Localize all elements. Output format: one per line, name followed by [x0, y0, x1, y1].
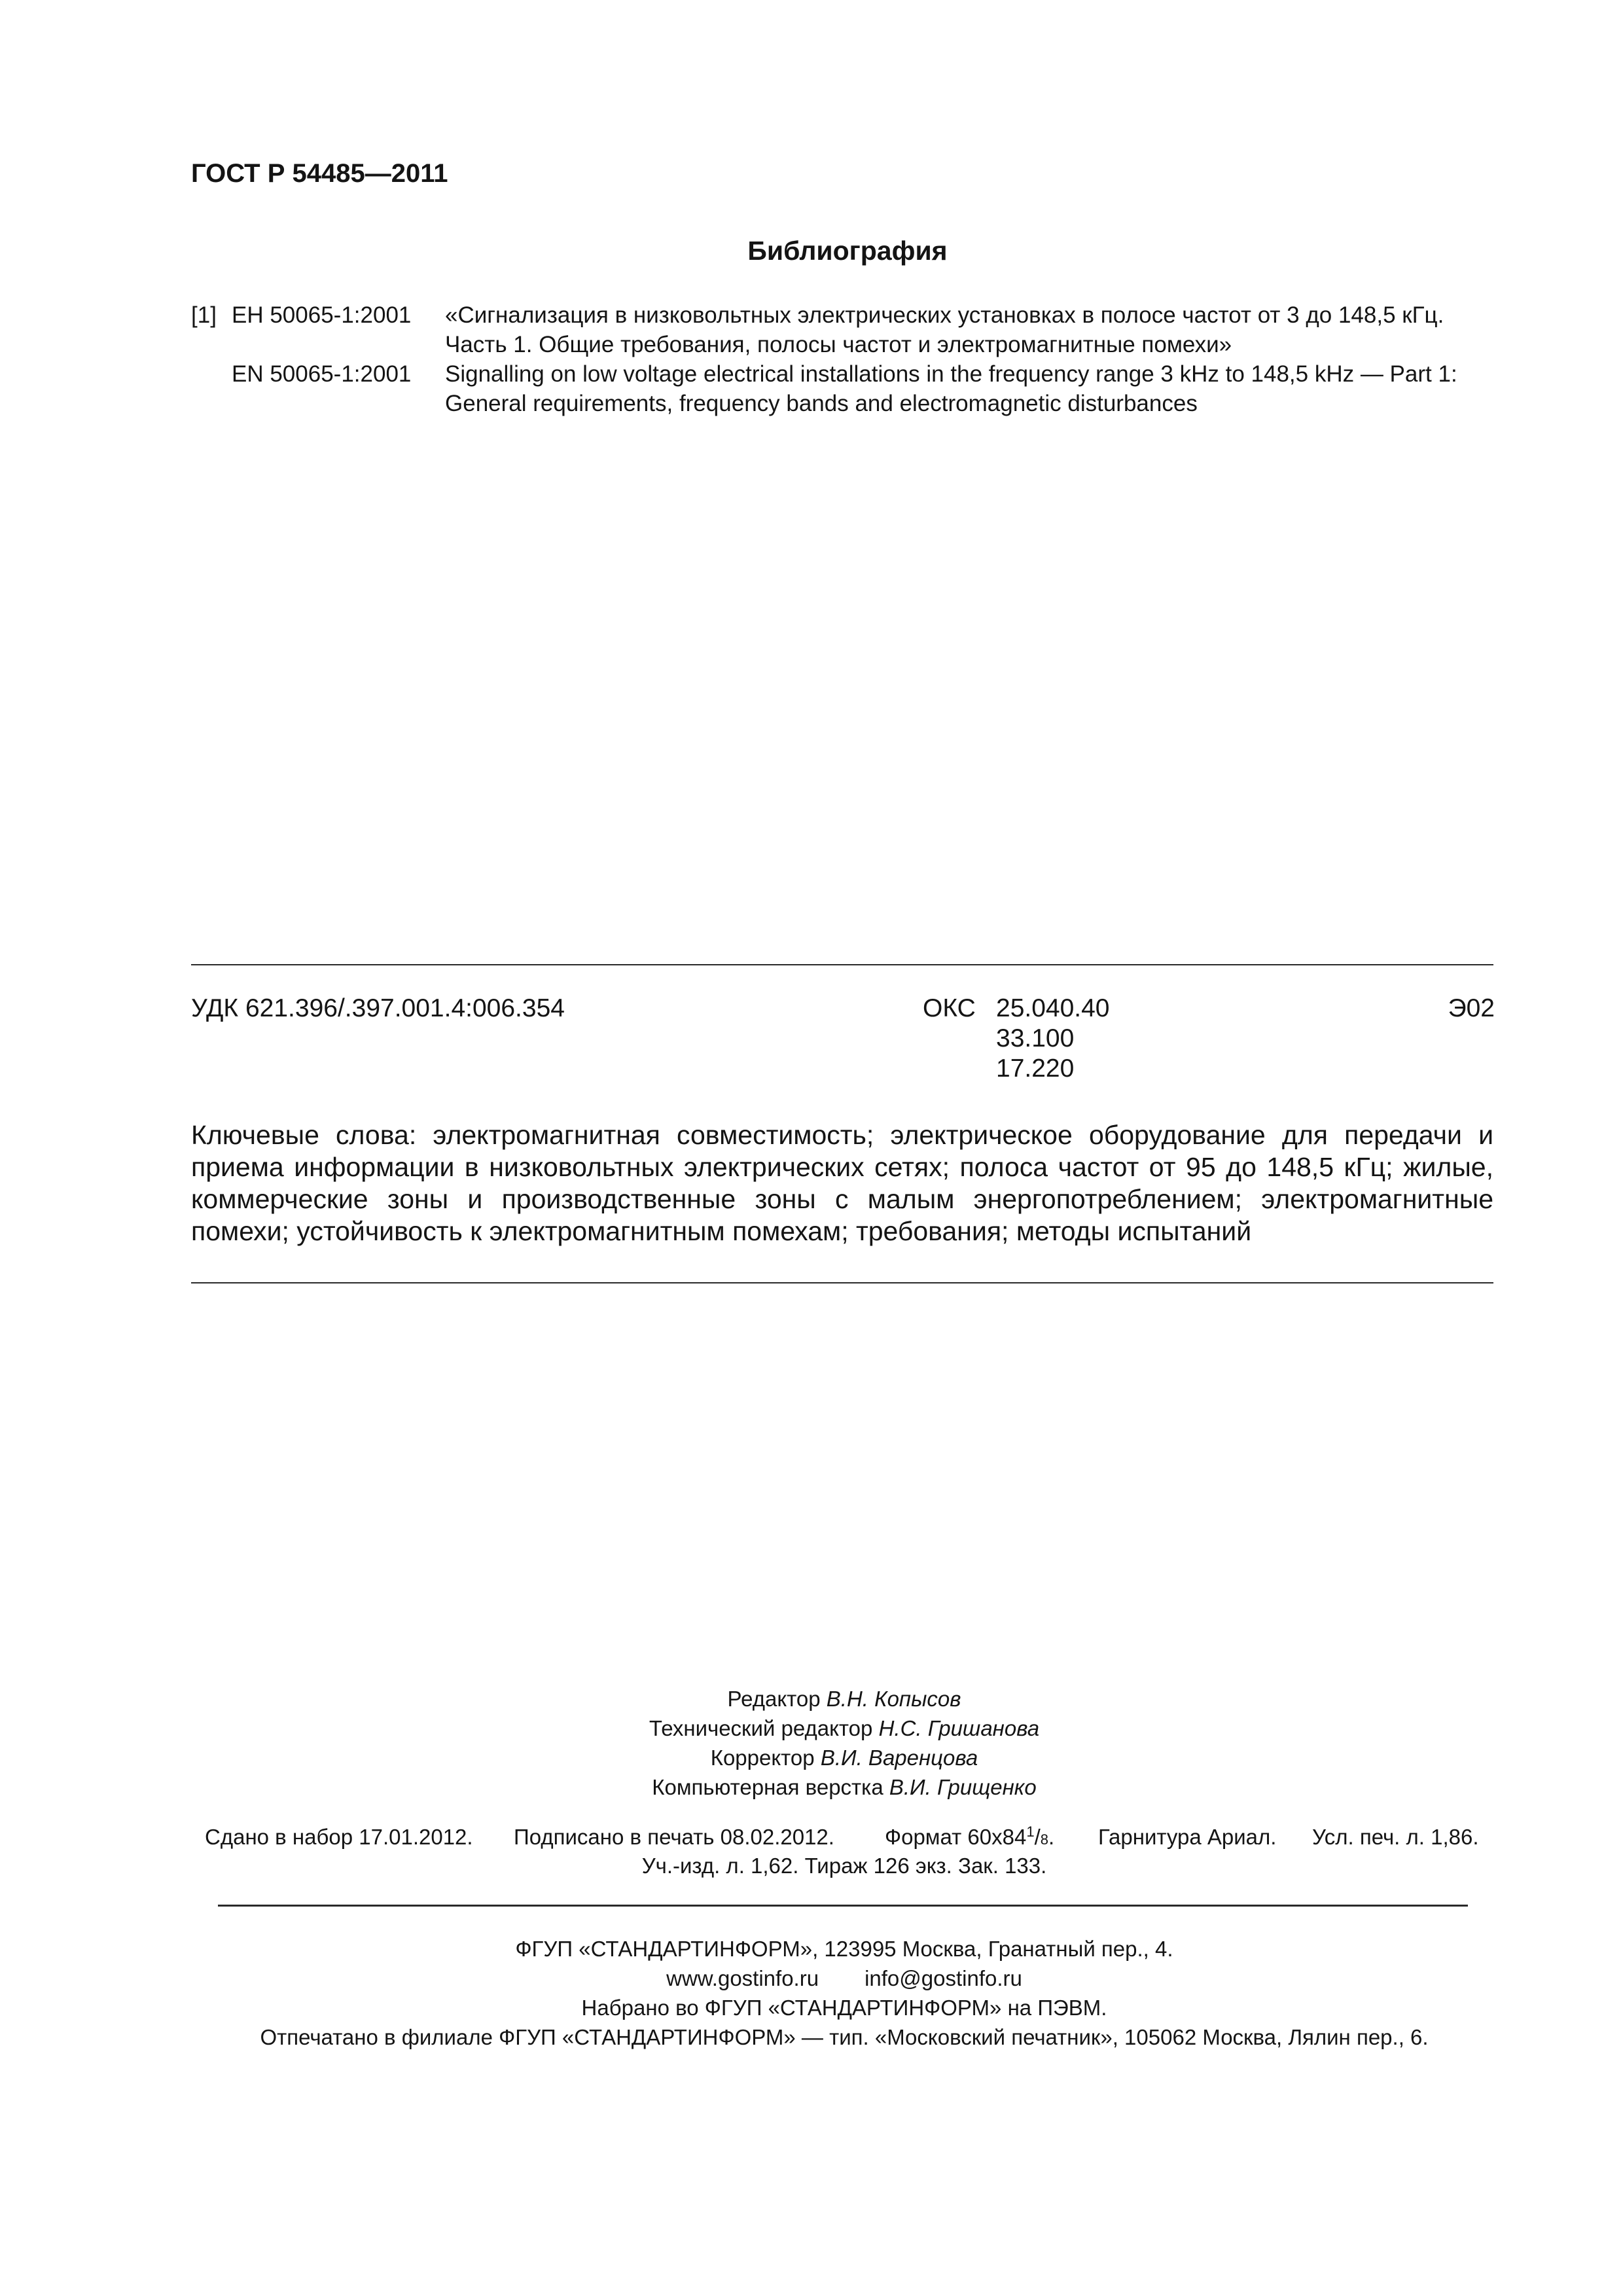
- credit-name: В.Н. Копысов: [826, 1687, 961, 1711]
- print-font: Гарнитура Ариал.: [1098, 1825, 1277, 1849]
- credit-role: Технический редактор: [649, 1716, 873, 1740]
- credit-line: [0, 1743, 1623, 1772]
- bib-item-number: [1]: [191, 302, 217, 328]
- bib-item-code-en: EN 50065-1:2001: [232, 361, 412, 387]
- credit-role: Редактор: [727, 1687, 821, 1711]
- publisher-printed: Отпечатано в филиале ФГУП «СТАНДАРТИНФОРМ» — тип. «Московский печатник», 105062 Москва, Лялин пер., 6.: [260, 2025, 1429, 2049]
- bib-item-title-ru-line-2: Часть 1. Общие требования, полосы частот и электромагнитные помехи»: [445, 332, 1232, 357]
- print-format: [885, 1823, 1054, 1854]
- format-sub: 8: [1040, 1831, 1048, 1848]
- divider-bottom: [218, 1905, 1468, 1907]
- publisher-typeset: Набрано во ФГУП «СТАНДАРТИНФОРМ» на ПЭВМ.: [581, 1996, 1107, 2020]
- credit-name: В.И. Варенцова: [820, 1746, 978, 1770]
- format-suffix: .: [1048, 1825, 1055, 1849]
- bib-item-code-ru: ЕН 50065-1:2001: [232, 302, 412, 328]
- divider-middle: [191, 1282, 1493, 1283]
- bib-item-title-en-line-2: General requirements, frequency bands and electromagnetic disturbances: [445, 391, 1198, 416]
- publisher-info: [0, 1934, 1623, 2052]
- publisher-website: www.gostinfo.ru: [666, 1966, 819, 1990]
- credit-role: Компьютерная верстка: [652, 1775, 883, 1799]
- bib-item-title-en-line-1: Signalling on low voltage electrical installations in the frequency range 3 kHz to 148,5 kHz — Part 1:: [445, 361, 1457, 387]
- oks-label: ОКС: [923, 994, 976, 1022]
- credits: [0, 1684, 1623, 1802]
- format-prefix: Формат 60х84: [885, 1825, 1027, 1849]
- print-submitted: Сдано в набор 17.01.2012.: [205, 1825, 473, 1849]
- classification-code-e: Э02: [1448, 994, 1495, 1022]
- credit-line: [0, 1684, 1623, 1713]
- publisher-address: ФГУП «СТАНДАРТИНФОРМ», 123995 Москва, Гранатный пер., 4.: [515, 1937, 1173, 1961]
- print-run-info: Уч.-изд. л. 1,62. Тираж 126 экз. Зак. 133.: [641, 1854, 1047, 1878]
- udk-code: УДК 621.396/.397.001.4:006.354: [191, 994, 565, 1022]
- oks-code: 25.040.40: [996, 994, 1110, 1022]
- credit-name: Н.С. Гришанова: [878, 1716, 1040, 1740]
- keywords: Ключевые слова: электромагнитная совместимость; электрическое оборудование для передачи и приема информации в низковольтных электрических сетях; полоса частот от 95 до 148,5 кГц; жилые, коммерческие зоны и производственные зоны с малым энергопотреблением; электромагнитные помехи; устойчивость к электромагнитным помехам; требования; методы испытаний: [191, 1120, 1493, 1246]
- divider-top: [191, 964, 1493, 965]
- credit-name: В.И. Грищенко: [889, 1775, 1037, 1799]
- oks-code: 33.100: [996, 1024, 1075, 1052]
- print-sheets: Усл. печ. л. 1,86.: [1312, 1825, 1479, 1849]
- format-sup: 1: [1026, 1823, 1035, 1840]
- credit-line: [0, 1713, 1623, 1743]
- credit-role: Корректор: [710, 1746, 815, 1770]
- format-sep: /: [1034, 1825, 1041, 1849]
- publisher-email: info@gostinfo.ru: [865, 1966, 1022, 1990]
- print-signed: Подписано в печать 08.02.2012.: [514, 1825, 834, 1849]
- document-code: ГОСТ Р 54485—2011: [191, 159, 448, 188]
- publisher-contacts: [0, 1964, 1623, 1993]
- oks-codes: [996, 994, 1110, 1084]
- bib-item-title-ru-line-1: «Сигнализация в низковольтных электрических установках в полосе частот от 3 до 148,5 кГц.: [445, 302, 1444, 328]
- oks-code: 17.220: [996, 1054, 1075, 1083]
- credit-line: [0, 1772, 1623, 1802]
- section-title: Библиография: [747, 236, 948, 266]
